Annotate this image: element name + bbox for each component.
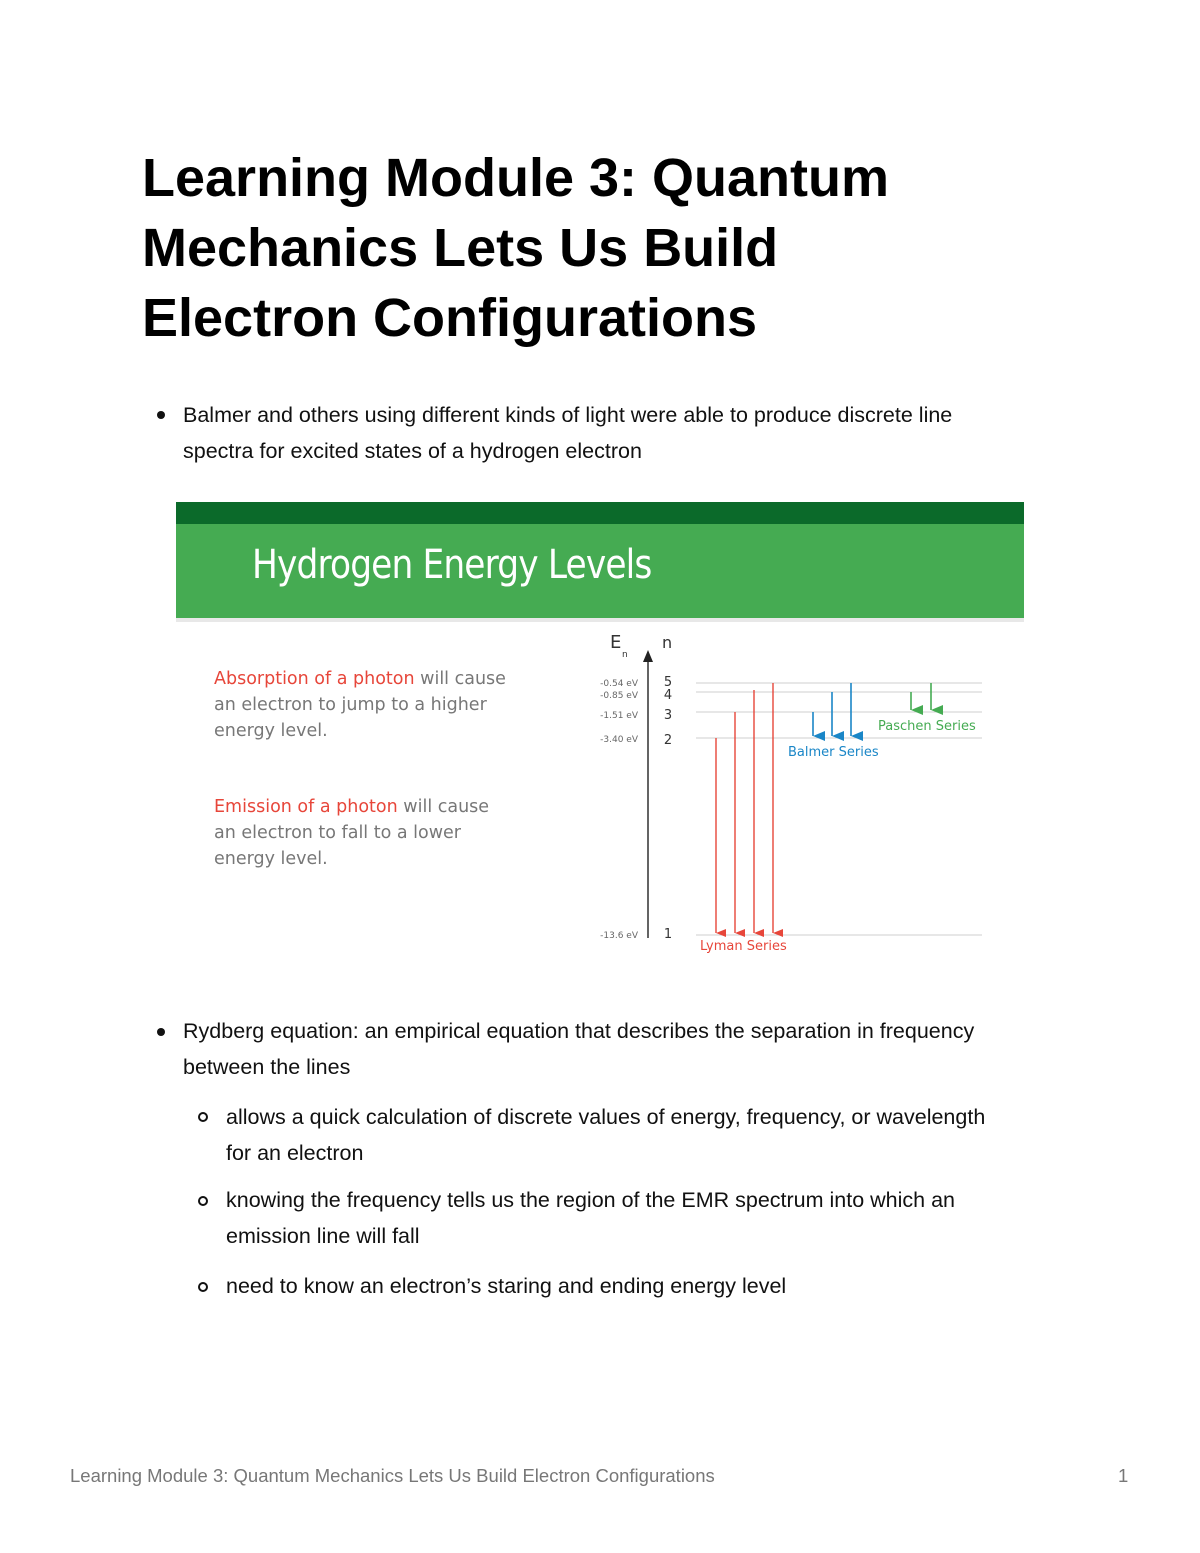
sub-bullet-ring	[198, 1112, 208, 1122]
axis-label-e-sub: n	[622, 650, 628, 660]
energy-label: -0.85 eV	[600, 691, 638, 701]
level-number: 4	[663, 688, 673, 703]
level-number: 5	[663, 675, 673, 690]
sub-bullet-text-line: allows a quick calculation of discrete values of energy, frequency, or wavelength	[226, 1105, 986, 1129]
figure-title: Hydrogen Energy Levels	[252, 542, 652, 588]
bullet-dot	[157, 411, 165, 419]
bullet-text-line: Balmer and others using different kinds of light were able to produce discrete line	[183, 403, 953, 427]
emission-highlight: Emission of a photon	[214, 797, 398, 817]
bullet-item	[183, 397, 952, 469]
absorption-highlight: Absorption of a photon	[214, 669, 415, 689]
sub-bullet-item	[226, 1099, 985, 1171]
page-number: 1	[1118, 1465, 1129, 1486]
axis-arrow-icon	[643, 650, 653, 662]
title-line: Mechanics Lets Us Build	[142, 218, 779, 278]
sub-bullet-ring	[198, 1196, 208, 1206]
sub-bullet-text-line: knowing the frequency tells us the region of the EMR spectrum into which an	[226, 1188, 955, 1212]
bullet-text-line: spectra for excited states of a hydrogen electron	[183, 439, 642, 463]
sub-bullet-ring	[198, 1282, 208, 1292]
emission-rest: will cause	[397, 797, 490, 817]
energy-label: -13.6 eV	[600, 931, 638, 941]
paschen-series-label: Paschen Series	[878, 719, 976, 734]
axis-label-e: E	[610, 632, 622, 653]
balmer-series-label: Balmer Series	[788, 745, 879, 760]
sub-bullet-item	[226, 1268, 786, 1304]
page-title	[142, 143, 1062, 353]
emission-line: an electron to fall to a lower	[214, 823, 461, 843]
energy-label: -1.51 eV	[600, 711, 638, 721]
sub-bullet-text-line: need to know an electron’s staring and ending energy level	[226, 1274, 787, 1298]
title-line: Learning Module 3: Quantum	[142, 148, 890, 208]
bullet-item	[183, 1013, 974, 1085]
energy-level-diagram	[176, 502, 1024, 976]
bullet-dot	[157, 1028, 165, 1036]
sub-bullet-item	[226, 1182, 955, 1254]
level-number: 2	[663, 733, 673, 748]
energy-label: -3.40 eV	[600, 735, 638, 745]
sub-bullet-text-line: for an electron	[226, 1141, 364, 1165]
absorption-line: an electron to jump to a higher	[214, 695, 487, 715]
absorption-line: energy level.	[214, 721, 328, 741]
level-number: 3	[663, 708, 673, 723]
energy-label: -0.54 eV	[600, 679, 638, 689]
footer-title: Learning Module 3: Quantum Mechanics Lets Us Build Electron Configurations	[70, 1465, 715, 1486]
hydrogen-energy-levels-figure	[176, 502, 1024, 976]
title-line: Electron Configurations	[142, 288, 758, 348]
emission-line: energy level.	[214, 849, 328, 869]
bullet-text-line: between the lines	[183, 1055, 351, 1079]
sub-bullet-text-line: emission line will fall	[226, 1224, 420, 1248]
level-number: 1	[663, 927, 673, 942]
axis-label-n: n	[662, 633, 673, 652]
lyman-series-label: Lyman Series	[700, 939, 787, 954]
bullet-text-line: Rydberg equation: an empirical equation that describes the separation in frequency	[183, 1019, 975, 1043]
absorption-rest: will cause	[414, 669, 506, 689]
